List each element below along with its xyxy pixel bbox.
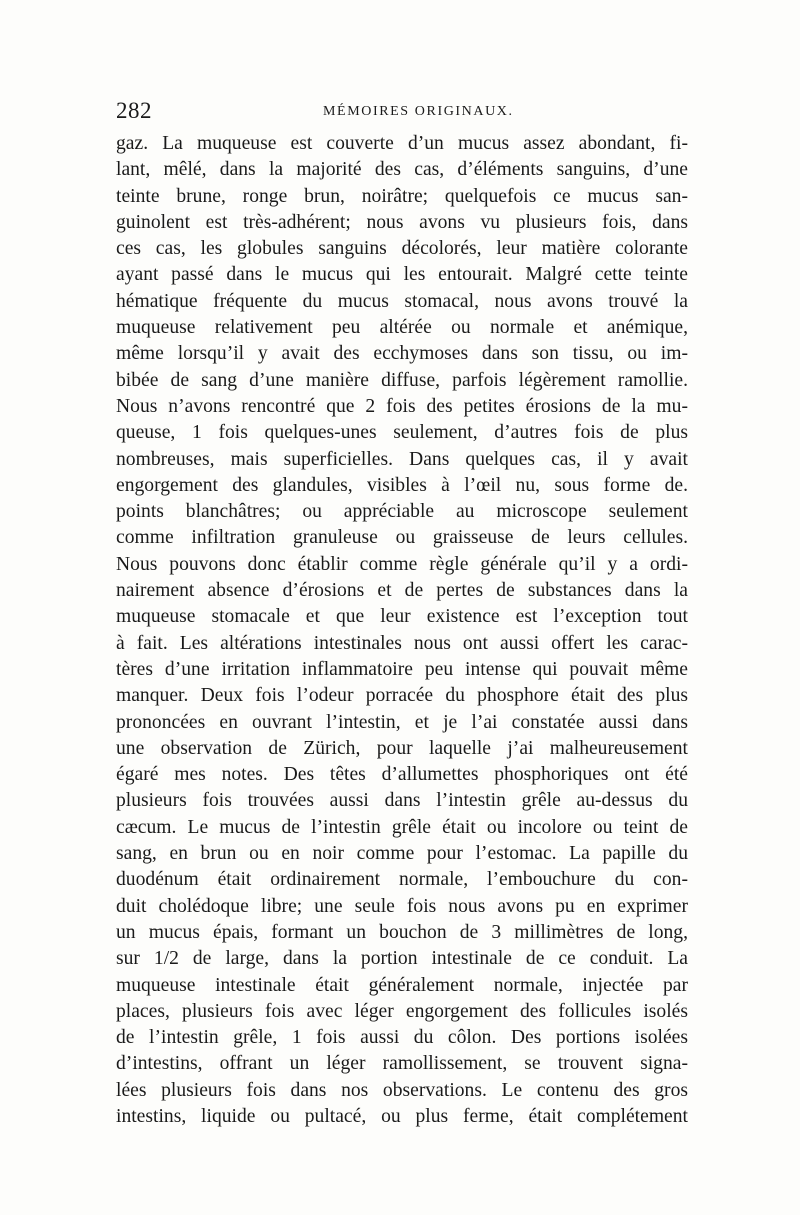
text-line: Nous n’avons rencontré que 2 fois des petites érosions de la mu- [116, 395, 688, 417]
text-line: même lorsqu’il y avait des ecchymoses dans son tissu, ou im- [116, 343, 688, 365]
text-line: ayant passé dans le mucus qui les entourait. Malgré cette teinte [116, 264, 688, 286]
text-line: tères d’une irritation inflammatoire peu intense qui pouvait même [116, 658, 688, 680]
text-line: places, plusieurs fois avec léger engorgement des follicules isolés [116, 1000, 688, 1022]
text-line: prononcées en ouvrant l’intestin, et je l’ai constatée aussi dans [116, 711, 688, 733]
text-line: bibée de sang d’une manière diffuse, parfois légèrement ramollie. [116, 369, 688, 391]
text-line: muqueuse stomacale et que leur existence est l’exception tout [116, 606, 688, 628]
page-number: 282 [116, 98, 152, 123]
body-text [116, 131, 688, 1130]
text-line: guinolent est très-adhérent; nous avons vu plusieurs fois, dans [116, 211, 688, 233]
text-line: teinte brune, ronge brun, noirâtre; quelquefois ce mucus san- [116, 185, 688, 207]
text-line: cæcum. Le mucus de l’intestin grêle était ou incolore ou teint de [116, 816, 688, 838]
text-line: duit cholédoque libre; une seule fois nous avons pu en exprimer [116, 895, 688, 917]
text-line: comme infiltration granuleuse ou graisseuse de leurs cellules. [116, 527, 688, 549]
text-line: à fait. Les altérations intestinales nous ont aussi offert les carac- [116, 632, 688, 654]
text-line: de l’intestin grêle, 1 fois aussi du côlon. Des portions isolées [116, 1027, 688, 1049]
text-line: gaz. La muqueuse est couverte d’un mucus assez abondant, fi- [116, 133, 688, 154]
text-line: intestins, liquide ou pultacé, ou plus ferme, était complétement [116, 1105, 688, 1127]
text-line: égaré mes notes. Des têtes d’allumettes phosphoriques ont été [116, 764, 688, 786]
text-line: muqueuse relativement peu altérée ou normale et anémique, [116, 317, 688, 339]
text-line: lant, mêlé, dans la majorité des cas, d’éléments sanguins, d’une [116, 159, 688, 181]
running-title: MÉMOIRES ORIGINAUX. [323, 104, 514, 119]
text-line: manquer. Deux fois l’odeur porracée du phosphore était des plus [116, 685, 688, 707]
text-line: muqueuse intestinale était généralement normale, injectée par [116, 974, 688, 996]
text-line: une observation de Zürich, pour laquelle j’ai malheureusement [116, 737, 688, 759]
text-line: lées plusieurs fois dans nos observations. Le contenu des gros [116, 1079, 688, 1101]
text-line: duodénum était ordinairement normale, l’embouchure du con- [116, 869, 688, 891]
text-line: d’intestins, offrant un léger ramollissement, se trouvent signa- [116, 1053, 688, 1075]
text-line: engorgement des glandules, visibles à l’œil nu, sous forme de. [116, 474, 688, 496]
text-line: plusieurs fois trouvées aussi dans l’intestin grêle au-dessus du [116, 790, 688, 812]
text-line: un mucus épais, formant un bouchon de 3 millimètres de long, [116, 921, 688, 943]
text-line: queuse, 1 fois quelques-unes seulement, d’autres fois de plus [116, 422, 688, 444]
text-line: points blanchâtres; ou appréciable au microscope seulement [116, 501, 688, 523]
text-line: nombreuses, mais superficielles. Dans quelques cas, il y avait [116, 448, 688, 470]
text-line: nairement absence d’érosions et de pertes de substances dans la [116, 580, 688, 602]
text-line: sur 1/2 de large, dans la portion intestinale de ce conduit. La [116, 948, 688, 970]
text-line: sang, en brun ou en noir comme pour l’estomac. La papille du [116, 843, 688, 865]
text-line: ces cas, les globules sanguins décolorés, leur matière colorante [116, 238, 688, 260]
text-line: hématique fréquente du mucus stomacal, nous avons trouvé la [116, 290, 688, 312]
page-header [116, 98, 688, 126]
text-line: Nous pouvons donc établir comme règle générale qu’il y a ordi- [116, 553, 688, 575]
